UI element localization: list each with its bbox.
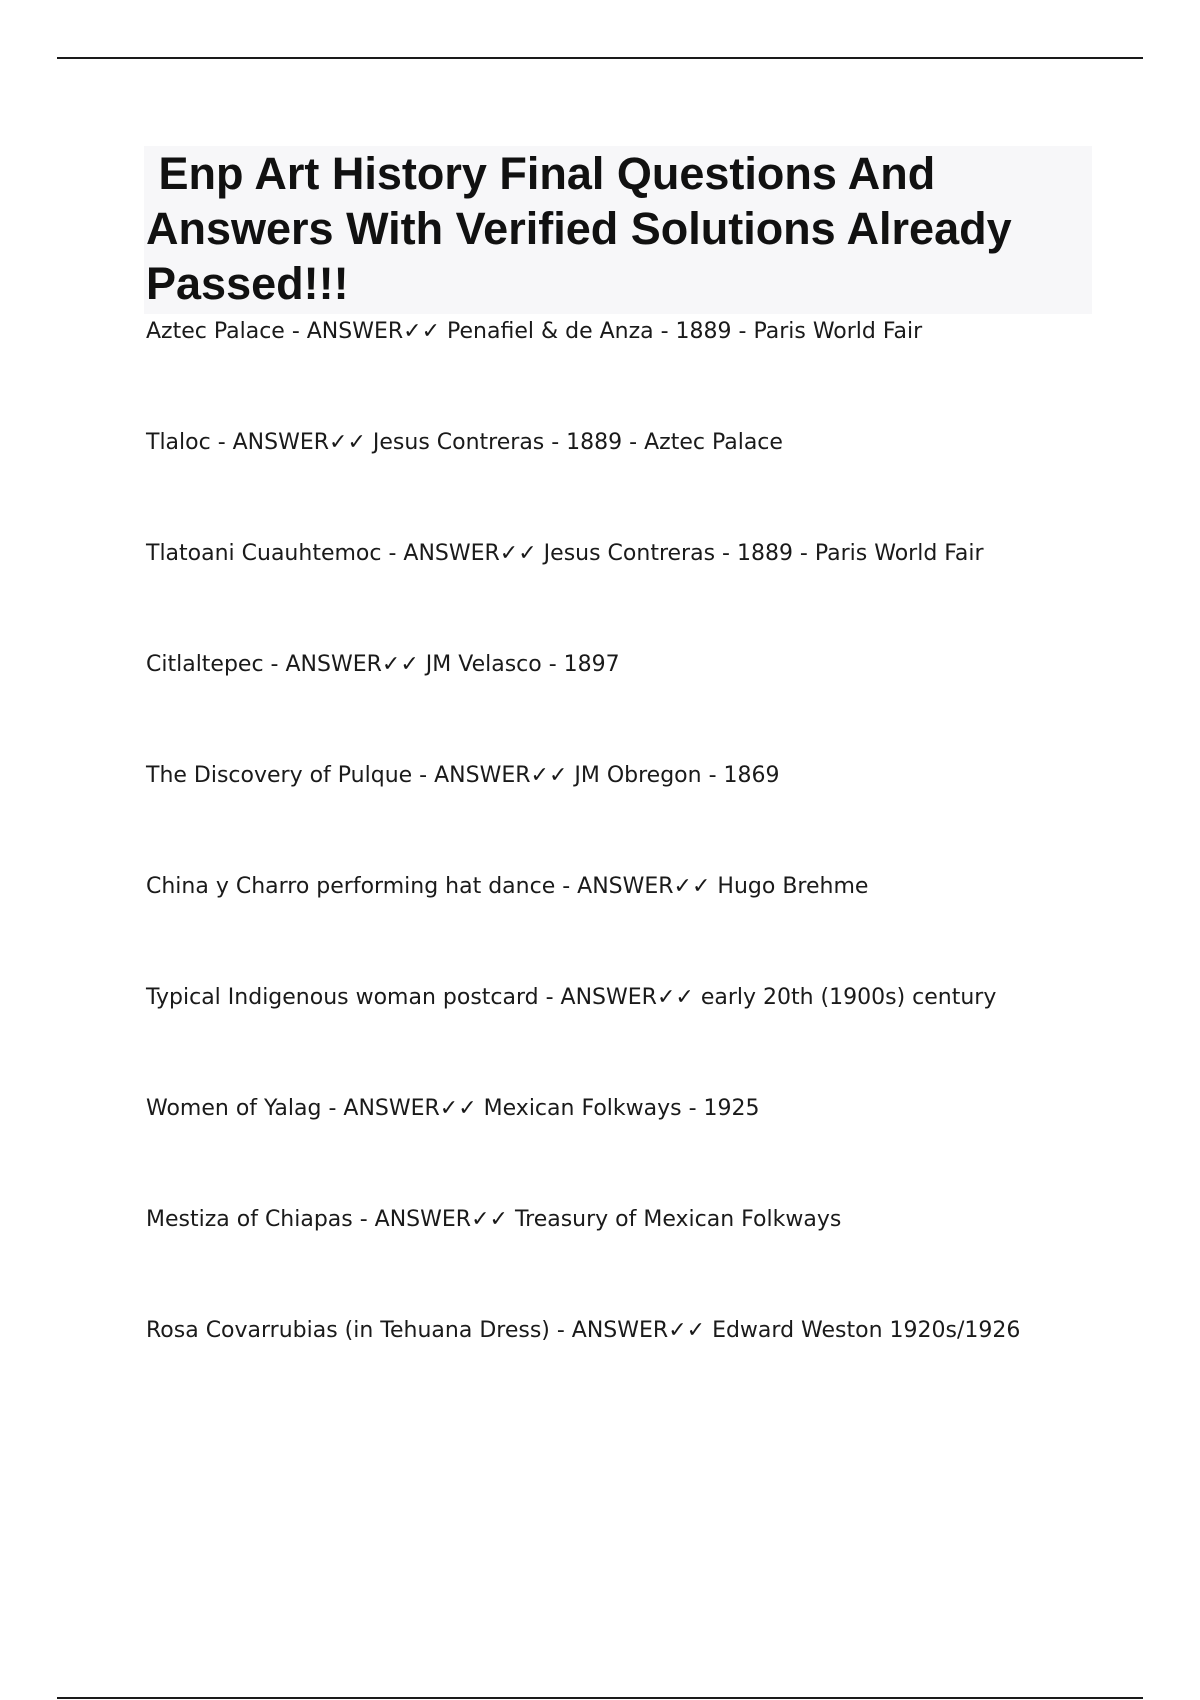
qa-item: Typical Indigenous woman postcard - ANSWER✓✓ early 20th (1900s) century: [146, 985, 997, 1010]
qa-item: Tlatoani Cuauhtemoc - ANSWER✓✓ Jesus Contreras - 1889 - Paris World Fair: [146, 541, 984, 566]
qa-list: [146, 314, 1146, 1424]
qa-item: Citlaltepec - ANSWER✓✓ JM Velasco - 1897: [146, 652, 620, 677]
qa-item: Aztec Palace - ANSWER✓✓ Penafiel & de Anza - 1889 - Paris World Fair: [146, 319, 923, 344]
footer-rule: [57, 1697, 1143, 1699]
qa-item: Rosa Covarrubias (in Tehuana Dress) - ANSWER✓✓ Edward Weston 1920s/1926: [146, 1318, 1021, 1343]
document-title: Enp Art History Final Questions And Answers With Verified Solutions Already Passed!!!: [146, 148, 1025, 309]
qa-item: Mestiza of Chiapas - ANSWER✓✓ Treasury of Mexican Folkways: [146, 1207, 842, 1232]
qa-item: China y Charro performing hat dance - ANSWER✓✓ Hugo Brehme: [146, 874, 869, 899]
qa-item: Tlaloc - ANSWER✓✓ Jesus Contreras - 1889 - Aztec Palace: [146, 430, 783, 455]
qa-item: Women of Yalag - ANSWER✓✓ Mexican Folkways - 1925: [146, 1096, 760, 1121]
title-block: [144, 146, 1092, 314]
qa-item: The Discovery of Pulque - ANSWER✓✓ JM Obregon - 1869: [146, 763, 780, 788]
header-rule: [57, 57, 1143, 59]
